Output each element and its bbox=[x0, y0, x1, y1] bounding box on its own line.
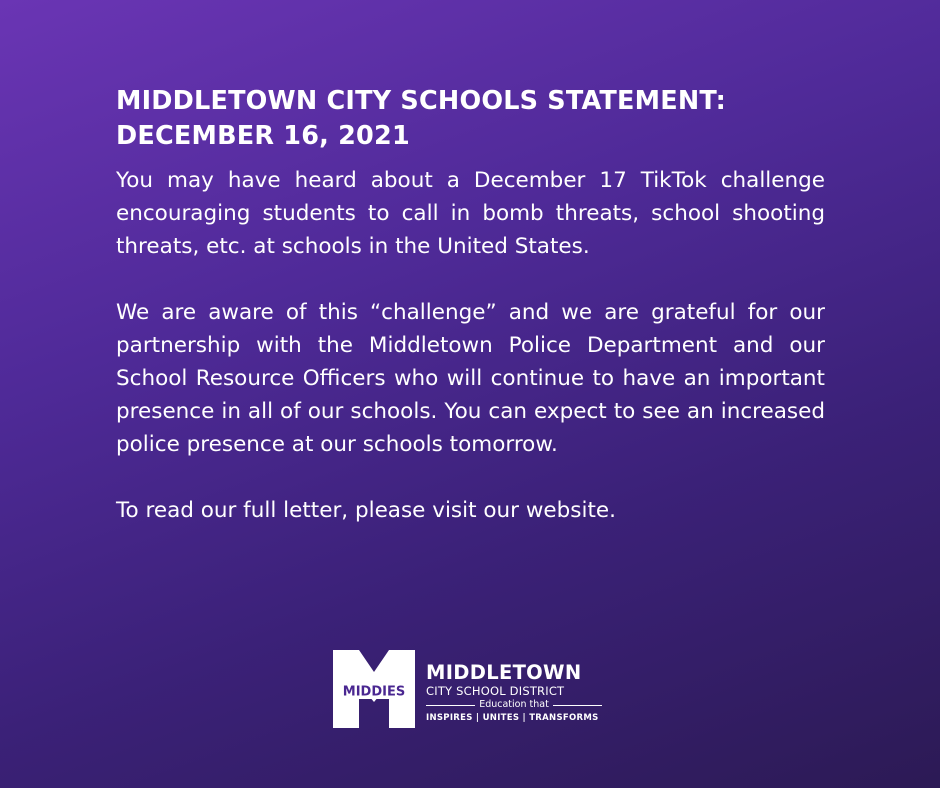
block-m-logo-icon bbox=[333, 650, 415, 728]
statement-paragraph-2: We are aware of this “challenge” and we are grateful for our partnership with the Middletown Police Department and our School Resource Officers who will continue to have an important presence in all of our schools. You can expect to see an increased police presence at our schools tomorrow. bbox=[116, 300, 825, 457]
statement-paragraph-1: You may have heard about a December 17 TikTok challenge encouraging students to call in bomb threats, school shooting threats, etc. at schools in the United States. bbox=[116, 168, 825, 259]
divider bbox=[553, 705, 602, 706]
statement-title-line2: DECEMBER 16, 2021 bbox=[116, 121, 410, 151]
district-logo bbox=[333, 650, 613, 730]
logo-tagline: Education that bbox=[479, 699, 549, 710]
logo-wordmark bbox=[426, 663, 606, 725]
logo-tagline-row bbox=[426, 699, 602, 711]
statement-paragraph-3: To read our full letter, please visit our website. bbox=[116, 498, 616, 523]
logo-name: MIDDLETOWN bbox=[426, 661, 582, 684]
divider bbox=[426, 705, 475, 706]
logo-district: CITY SCHOOL DISTRICT bbox=[426, 684, 565, 698]
statement-content bbox=[116, 84, 825, 527]
logo-mark-text: MIDDIES bbox=[342, 684, 406, 700]
statement-title bbox=[116, 84, 825, 154]
statement-title-line1: MIDDLETOWN CITY SCHOOLS STATEMENT: bbox=[116, 86, 726, 116]
logo-values: INSPIRES | UNITES | TRANSFORMS bbox=[426, 713, 599, 723]
